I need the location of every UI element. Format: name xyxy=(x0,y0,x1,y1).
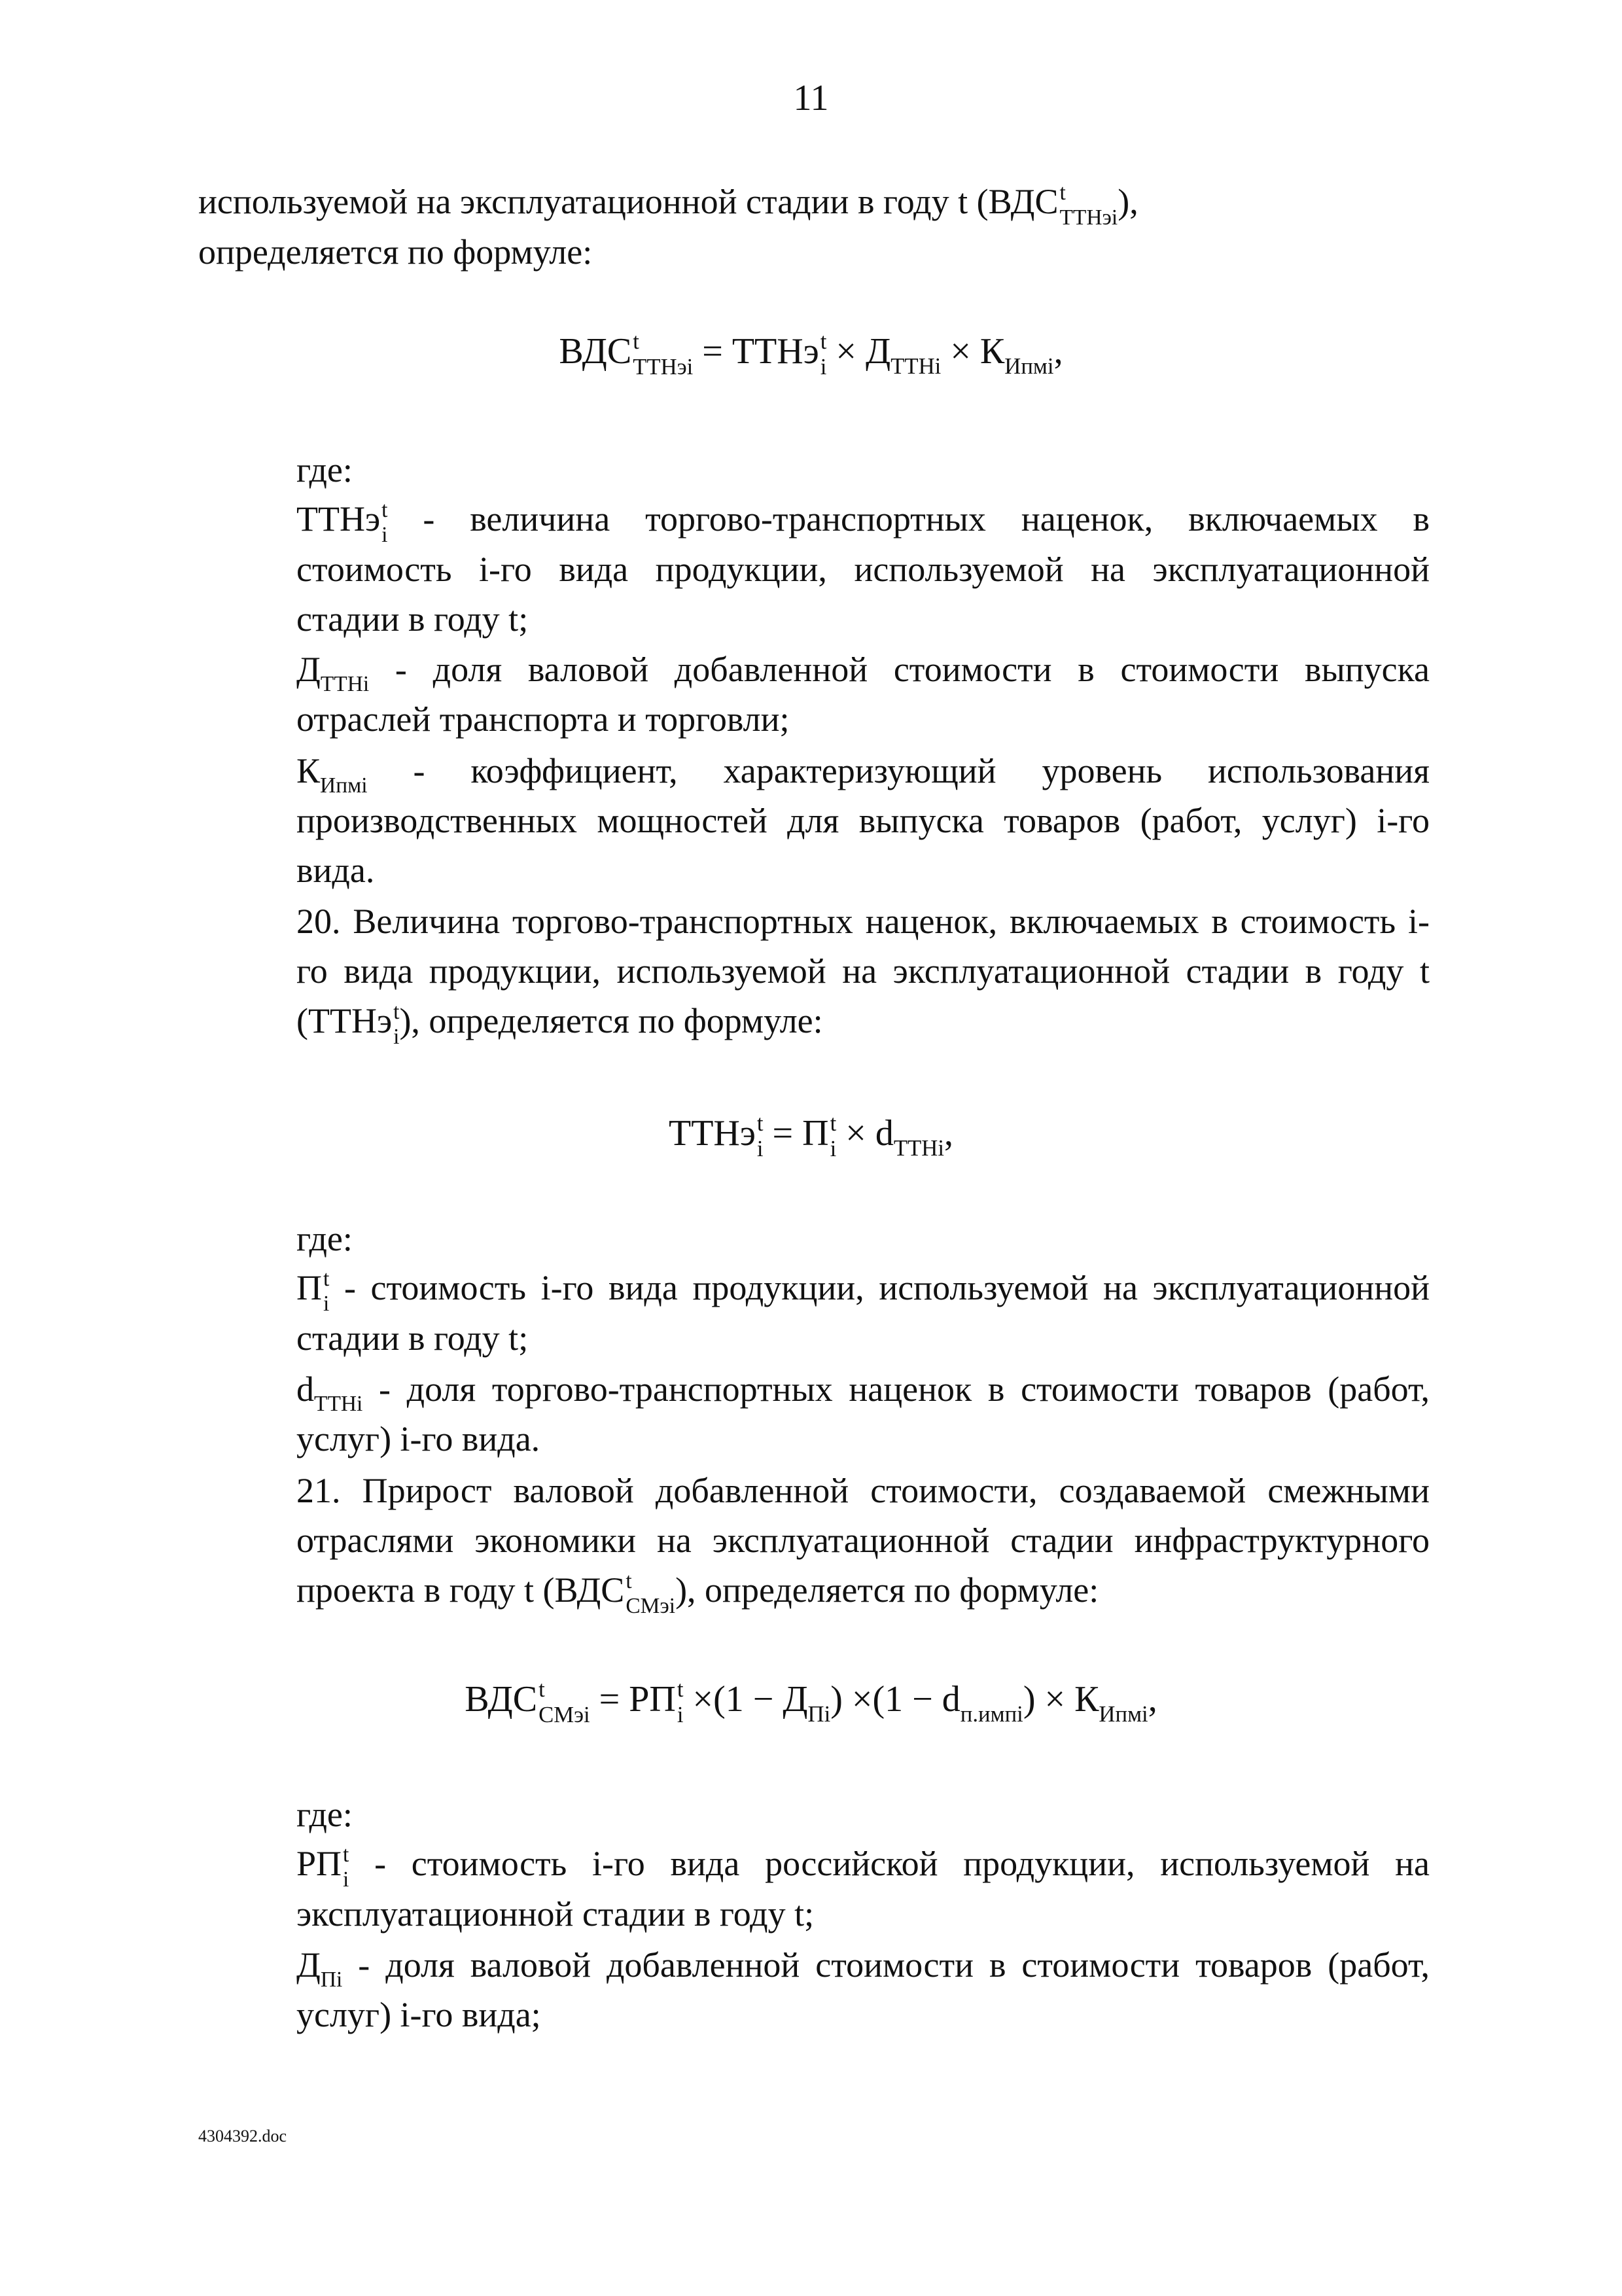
where-label-3: где: xyxy=(296,1795,353,1834)
where-label-1: где: xyxy=(296,450,353,489)
definition-rp: РП t i - стоимость i-го вида российской продукции, используемой на эксплуатационной стадии в году t; xyxy=(296,1843,1430,1934)
paragraph-21: 21. Прирост валовой добавленной стоимости, создаваемой смежными отраслями экономики на эксплуатационной стадии инфраструктурного проекта в году t (ВДС t СМэi ), определяется по формуле: xyxy=(296,1471,1430,1618)
definition-ttne: ТТНэ t i - величина торгово-транспортных наценок, включаемых в стоимость i-го вида продукции, используемой на эксплуатационной стадии в году t; xyxy=(296,498,1430,639)
paragraph-20: 20. Величина торгово-транспортных наценок, включаемых в стоимость i-го вида продукции, используемой на эксплуатационной стадии в году t (ТТНэ t i ), определяется по формуле: xyxy=(296,902,1430,1049)
formula-vds-sme: ВДС t СМэi = РП t i $\times(1 - Д_{Пi}) \times(1 - d_{п.импi}) \times К_{Ипмi}$, xyxy=(465,1676,1157,1728)
intro-text: используемой на эксплуатационной стадии в году t ( xyxy=(198,182,989,221)
vds-symbol: ВДС t ТТНэi xyxy=(988,181,1118,230)
formula-ttne: ТТНэ t i = П t i × $d_{ТТНi}$, xyxy=(669,1110,953,1162)
definition-kipm: $К_{Ипмi}$ - коэффициент, характеризующий уровень использования производственных мощностей для выпуска товаров (работ, услуг) i-го вида. xyxy=(296,751,1430,890)
formula-vds-ttne: ВДС t ТТНэi = ТТНэ t i × $Д_{ТТНi} \times К_{Ипмi}$, xyxy=(559,328,1063,380)
definition-dtt: $Д_{ТТНi}$ - доля валовой добавленной стоимости в стоимости выпуска отраслей транспорта и торговли; xyxy=(296,650,1430,739)
definition-dttn: $d_{ТТНi}$ - доля торгово-транспортных наценок в стоимости товаров (работ, услуг) i-го вида. xyxy=(296,1369,1430,1458)
footer-filename: 4304392.doc xyxy=(198,2127,287,2146)
definition-p: П t i - стоимость i-го вида продукции, используемой на эксплуатационной стадии в году t; xyxy=(296,1267,1430,1358)
definition-dp: $Д_{Пi}$ - доля валовой добавленной стоимости в стоимости товаров (работ, услуг) i-го вида; xyxy=(296,1945,1430,2034)
page-number: 11 xyxy=(793,78,829,118)
intro-text-2: определяется по формуле: xyxy=(198,232,593,272)
paragraph-intro: используемой на эксплуатационной стадии в году t (ВДС t ТТНэi ), определяется по формуле: xyxy=(198,181,1138,272)
where-label-2: где: xyxy=(296,1219,353,1258)
